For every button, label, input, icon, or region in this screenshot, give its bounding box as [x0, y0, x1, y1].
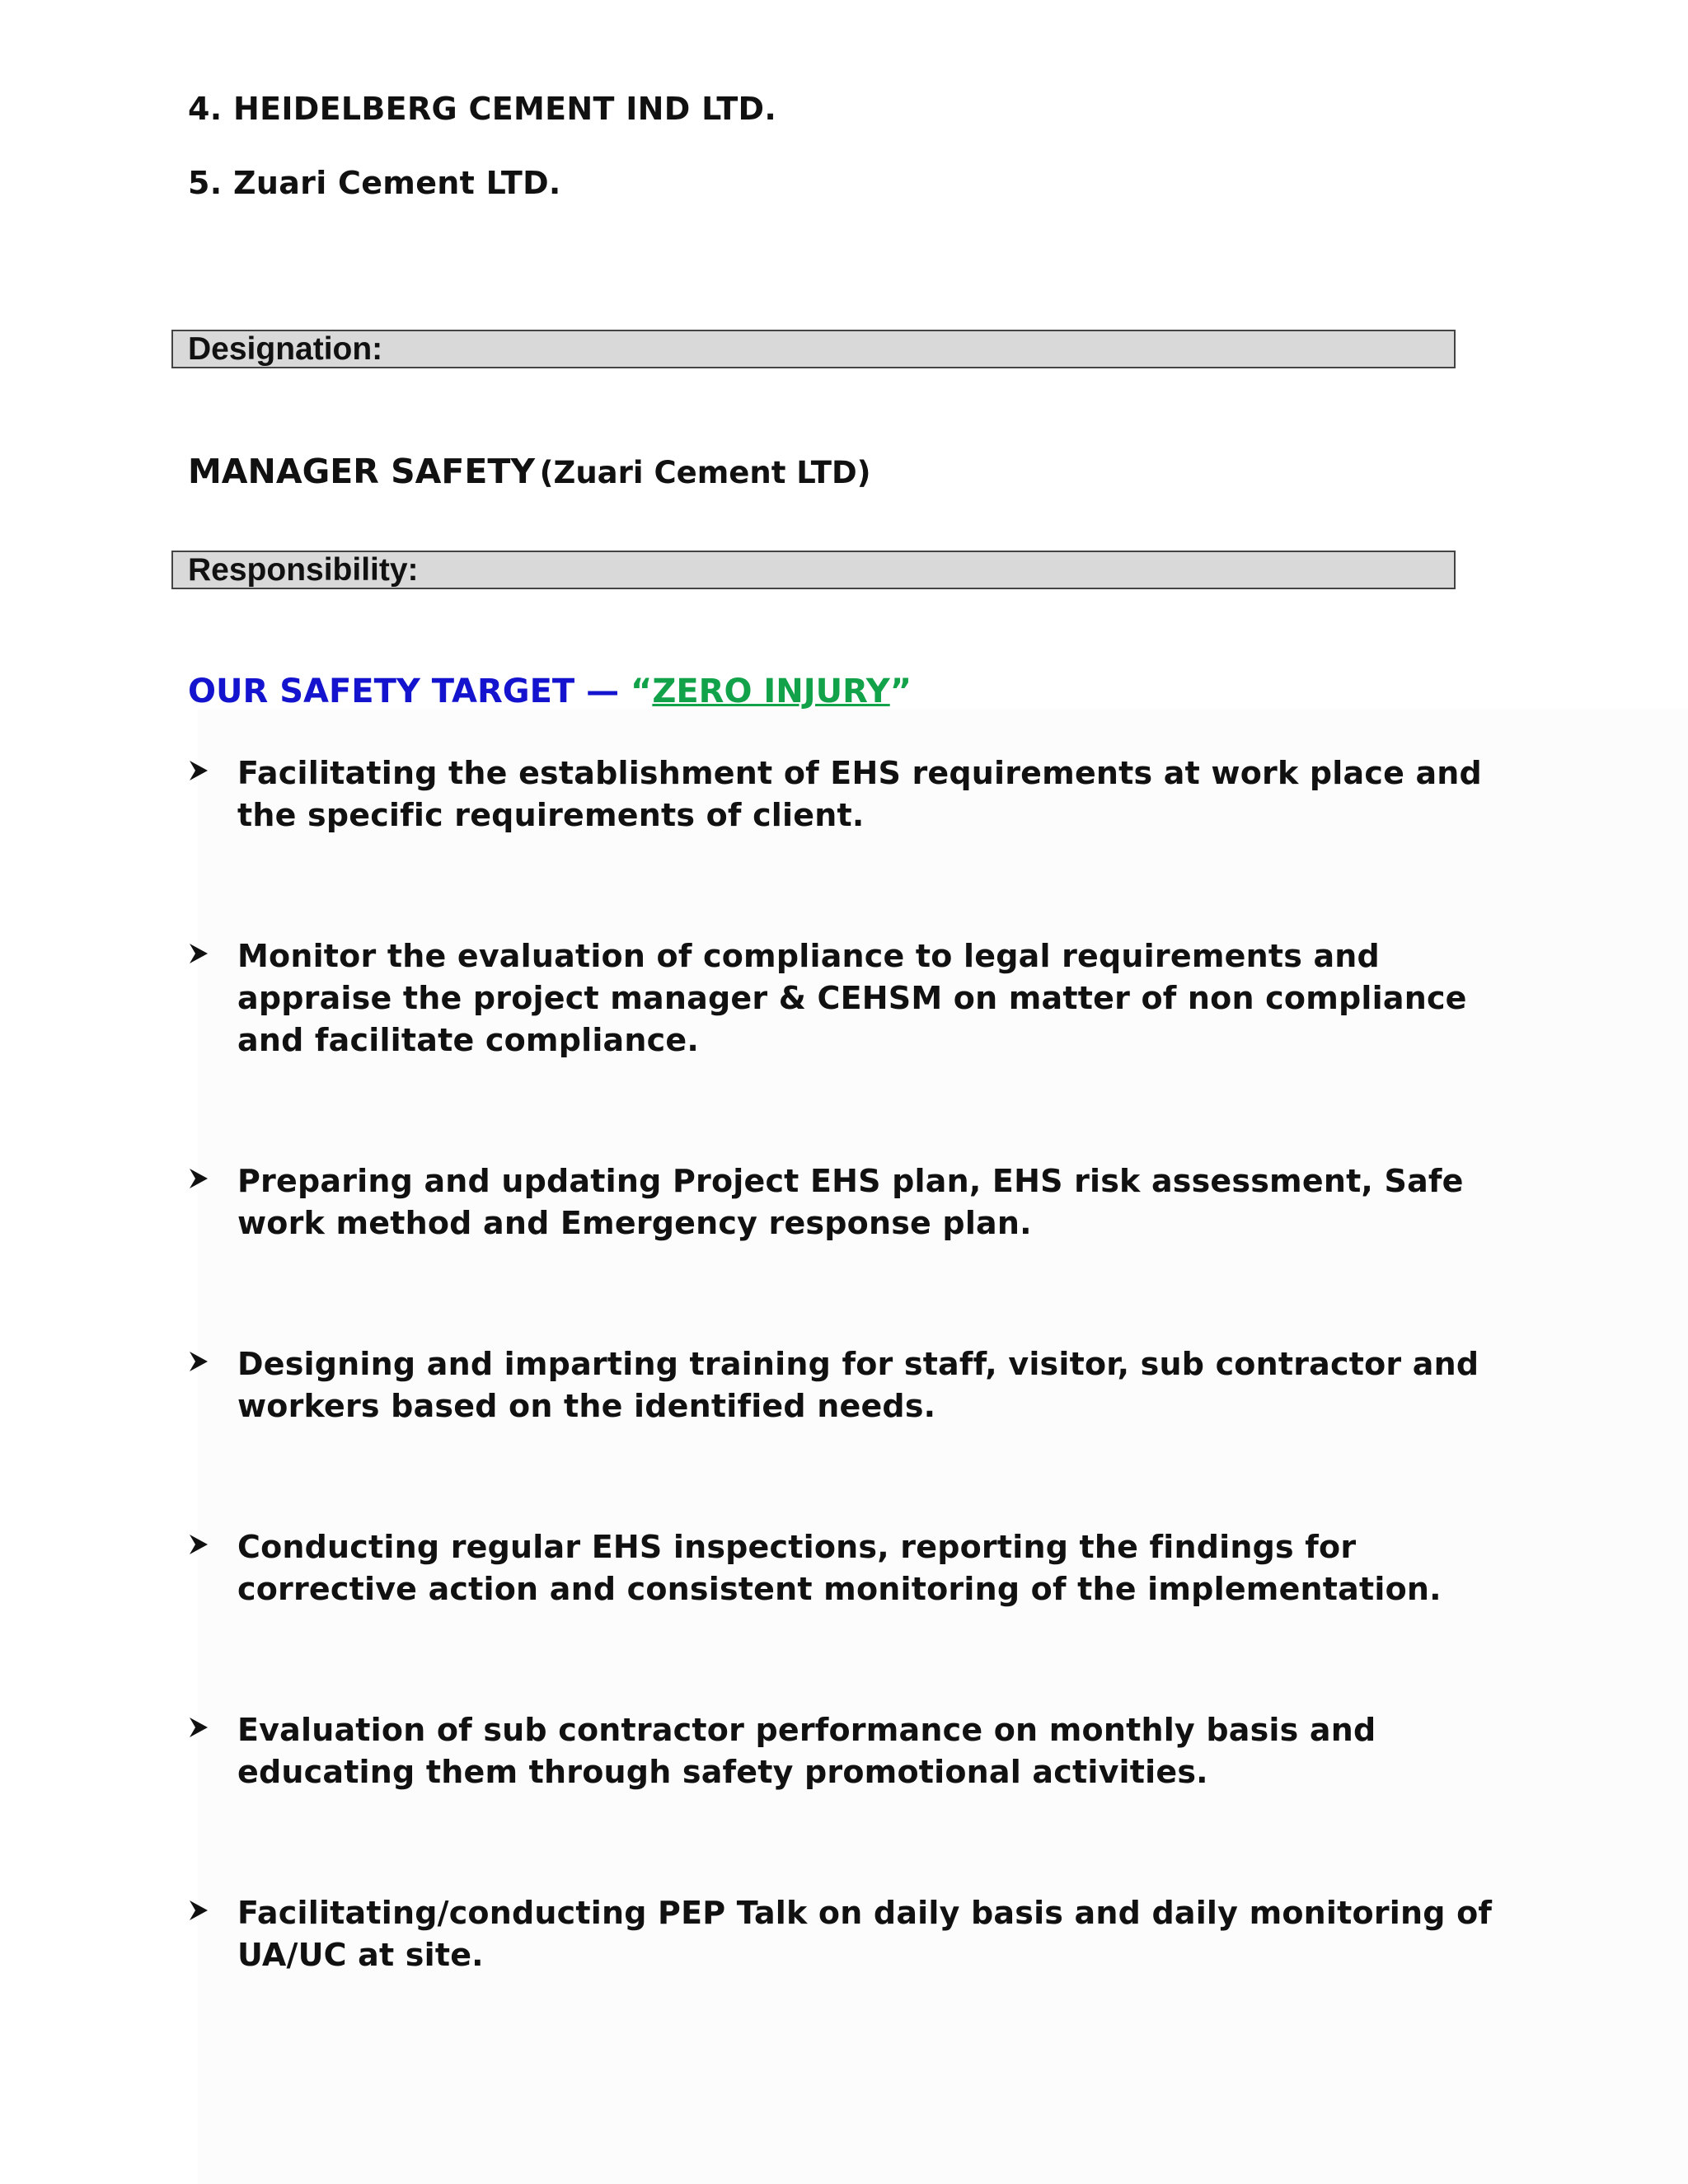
responsibility-section-header: Responsibility:: [171, 551, 1456, 589]
arrowhead-bullet-icon: [188, 1716, 209, 1739]
designation-role: MANAGER SAFETY: [188, 452, 536, 491]
employer-list-item-4: 4. HEIDELBERG CEMENT IND LTD.: [188, 91, 777, 127]
arrowhead-bullet-icon: [188, 759, 209, 782]
designation-organization: (Zuari Cement LTD): [539, 455, 871, 490]
safety-target-open-quote: “: [631, 673, 653, 710]
safety-target-heading: [188, 673, 912, 710]
arrowhead-bullet-icon: [188, 1899, 209, 1922]
arrowhead-bullet-icon: [188, 942, 209, 965]
designation-line: [188, 452, 871, 491]
responsibility-text: Evaluation of sub contractor performance on monthly basis and educating them through safety promotional activities.: [237, 1712, 1376, 1790]
responsibility-text: Facilitating/conducting PEP Talk on daily basis and daily monitoring of UA/UC at site.: [237, 1895, 1493, 1973]
arrowhead-bullet-icon: [188, 1167, 209, 1190]
employer-list-item-5: 5. Zuari Cement LTD.: [188, 165, 561, 201]
responsibility-text: Preparing and updating Project EHS plan, EHS risk assessment, Safe work method and Emergency response plan.: [237, 1163, 1464, 1241]
responsibility-text: Facilitating the establishment of EHS requirements at work place and the specific requirements of client.: [237, 755, 1482, 833]
arrowhead-bullet-icon: [188, 1533, 209, 1556]
responsibility-text: Monitor the evaluation of compliance to legal requirements and appraise the project manager & CEHSM on matter of non compliance and facilitate compliance.: [237, 938, 1467, 1058]
safety-target-close-quote: ”: [889, 673, 912, 710]
designation-section-header: Designation:: [171, 330, 1456, 368]
safety-target-prefix: OUR SAFETY TARGET —: [188, 673, 631, 710]
safety-target-highlight: ZERO INJURY: [652, 673, 890, 710]
arrowhead-bullet-icon: [188, 1350, 209, 1373]
responsibility-text: Designing and imparting training for staff, visitor, sub contractor and workers based on the identified needs.: [237, 1346, 1479, 1424]
responsibility-text: Conducting regular EHS inspections, reporting the findings for corrective action and consistent monitoring of the implementation.: [237, 1529, 1442, 1607]
